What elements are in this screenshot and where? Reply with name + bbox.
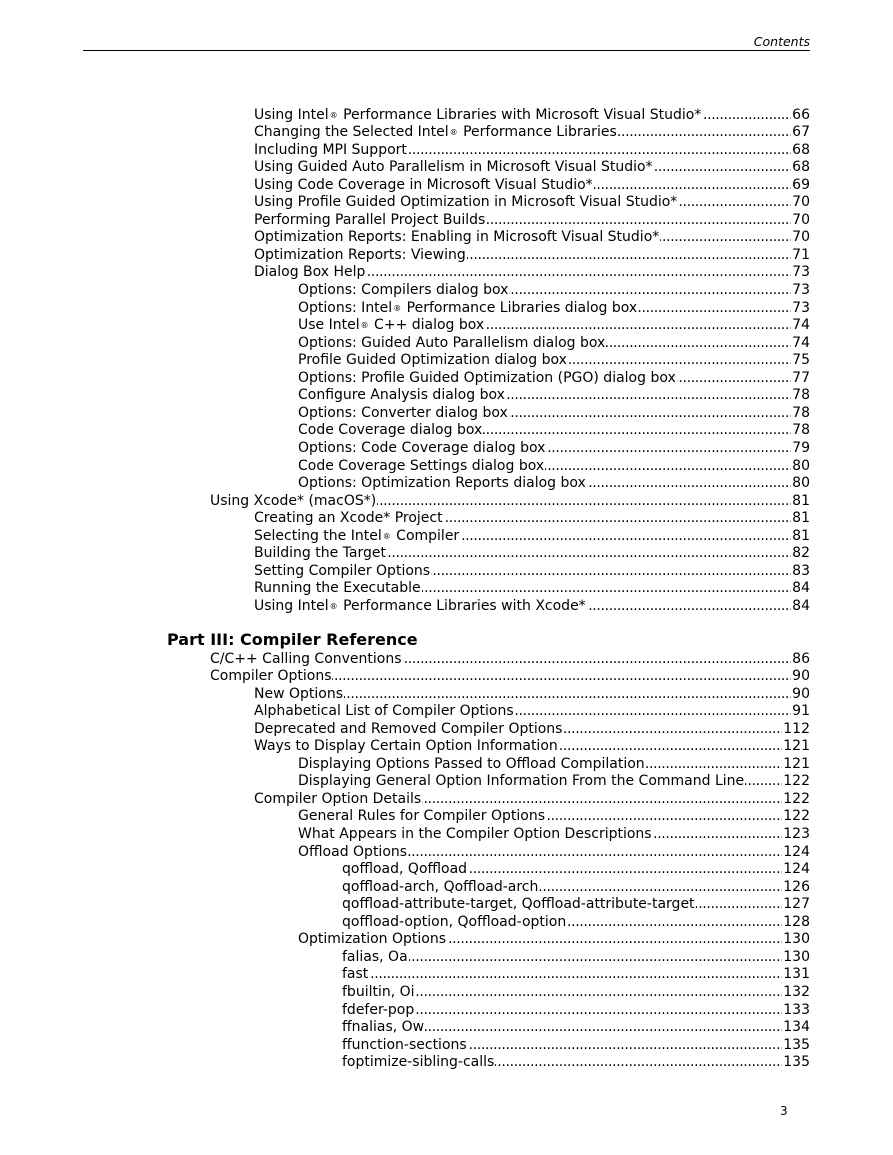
dot-leader — [638, 300, 791, 318]
toc-entry[interactable] — [342, 1037, 810, 1055]
toc-entry-title-text: Ways to Display Certain Option Information — [254, 738, 558, 755]
toc-entry-title-text: Compiler Option Details — [254, 790, 422, 807]
toc-entry-title — [254, 194, 677, 212]
page-number: 3 — [780, 1104, 788, 1118]
dot-leader — [545, 458, 791, 476]
dot-leader — [444, 510, 792, 528]
toc-entry-title — [254, 177, 593, 195]
toc-entry[interactable] — [254, 563, 810, 581]
toc-entry[interactable] — [342, 914, 810, 932]
toc-entry-title — [254, 528, 459, 546]
toc-entry-title-text: fast — [342, 966, 369, 983]
toc-entry[interactable] — [298, 387, 810, 405]
toc-page-number: 69 — [792, 176, 810, 193]
toc-entry-title — [298, 352, 567, 370]
toc-page-number: 126 — [783, 878, 810, 895]
toc-entry-title — [342, 914, 566, 932]
dot-leader — [447, 931, 782, 949]
toc-page-number: 133 — [783, 1001, 810, 1018]
toc-entry[interactable] — [342, 879, 810, 897]
dot-leader — [539, 879, 782, 897]
toc-entry-title — [342, 984, 415, 1002]
toc-page-number: 73 — [792, 264, 810, 281]
toc-entry-title — [210, 651, 402, 669]
dot-leader — [567, 914, 782, 932]
toc-entry-title-text: Using Intel — [254, 597, 329, 614]
toc-entry-title-suffix: Compiler — [391, 527, 460, 544]
toc-entry[interactable] — [210, 493, 810, 511]
toc-entry-title — [342, 1037, 467, 1055]
toc-entry-title — [210, 668, 331, 686]
dot-leader — [546, 440, 791, 458]
toc-page-number: 86 — [792, 650, 810, 667]
toc-entry-title — [254, 264, 365, 282]
toc-entry-title-text: Using Guided Auto Parallelism in Microsoft Visual Studio* — [254, 159, 653, 176]
toc-page-number: 82 — [792, 545, 810, 562]
dot-leader — [546, 808, 782, 826]
dot-leader — [344, 686, 791, 704]
toc-entry[interactable] — [298, 440, 810, 458]
toc-entry-title-text: Use Intel — [298, 317, 360, 334]
registered-mark: ® — [360, 321, 369, 331]
toc-entry-title — [342, 896, 695, 914]
dot-leader — [408, 844, 782, 862]
toc-entry[interactable] — [254, 159, 810, 177]
dot-leader — [415, 1002, 782, 1020]
toc-page-number: 121 — [783, 738, 810, 755]
toc-entry-title — [298, 844, 407, 862]
dot-leader — [745, 773, 782, 791]
toc-entry-title — [298, 387, 505, 405]
part-heading: Part III: Compiler Reference — [167, 630, 418, 649]
toc-entry-title-text: Deprecated and Removed Compiler Options — [254, 720, 563, 737]
dot-leader — [563, 721, 782, 739]
toc-page-number: 130 — [783, 948, 810, 965]
dot-leader — [369, 966, 782, 984]
toc-entry-title-text: Setting Compiler Options — [254, 562, 431, 579]
toc-entry[interactable] — [342, 949, 810, 967]
toc-entry-title-text: Using Xcode* (macOS*) — [210, 492, 377, 509]
toc-entry-title-text: Creating an Xcode* Project — [254, 510, 443, 527]
toc-page-number: 66 — [792, 106, 810, 123]
toc-page-number: 83 — [792, 562, 810, 579]
toc-entry-title-text: Options: Optimization Reports dialog box — [298, 475, 586, 492]
toc-entry-title-text: Options: Guided Auto Parallelism dialog box — [298, 334, 606, 351]
toc-entry-title-text: ffunction-sections — [342, 1036, 467, 1053]
dot-leader — [587, 475, 791, 493]
dot-leader — [594, 177, 792, 195]
toc-entry-title-suffix: C++ dialog box — [369, 317, 485, 334]
toc-page-number: 130 — [783, 931, 810, 948]
toc-page-number: 78 — [792, 404, 810, 421]
toc-page-number: 132 — [783, 983, 810, 1000]
toc-entry-title-text: Using Intel — [254, 106, 329, 123]
toc-entry[interactable] — [254, 791, 810, 809]
dot-leader — [416, 984, 783, 1002]
toc-entry-title — [342, 1054, 494, 1072]
toc-page-number: 78 — [792, 387, 810, 404]
dot-leader — [422, 791, 782, 809]
dot-leader — [702, 107, 791, 125]
registered-mark: ® — [329, 110, 338, 120]
registered-mark: ® — [449, 128, 458, 138]
dot-leader — [568, 352, 791, 370]
toc-entry[interactable] — [298, 844, 810, 862]
toc-page-number: 73 — [792, 282, 810, 298]
toc-entry-title-text: Options: Intel — [298, 299, 393, 316]
toc-entry[interactable] — [298, 422, 810, 440]
toc-page-number: 74 — [792, 317, 810, 334]
toc-entry-title-text: ffnalias, Ow — [342, 1019, 425, 1036]
registered-mark: ® — [393, 303, 402, 313]
toc-entry-title — [298, 773, 744, 791]
toc-entry-title — [342, 879, 538, 897]
toc-entry-title-suffix: Performance Libraries — [458, 124, 617, 141]
toc-page-number: 84 — [792, 597, 810, 614]
toc-page-number: 70 — [792, 211, 810, 228]
dot-leader — [468, 861, 782, 879]
toc-page-number: 131 — [783, 966, 810, 983]
toc-entry[interactable] — [254, 107, 810, 125]
toc-entry-title — [254, 721, 562, 739]
toc-entry[interactable] — [298, 317, 810, 335]
toc-entry-title-text: Running the Executable — [254, 580, 421, 597]
dot-leader — [506, 387, 791, 405]
toc-entry-title — [342, 966, 368, 984]
toc-entry[interactable] — [298, 808, 810, 826]
dot-leader — [559, 738, 783, 756]
toc-entry-title-text: New Options — [254, 685, 344, 702]
dot-leader — [653, 826, 783, 844]
header-rule — [83, 50, 810, 51]
toc-entry-title — [298, 458, 544, 476]
toc-entry[interactable] — [254, 212, 810, 230]
dot-leader — [696, 896, 783, 914]
toc-entry-title — [254, 545, 386, 563]
toc-entry-title — [254, 563, 430, 581]
toc-page-number: 122 — [783, 773, 810, 790]
toc-page-number: 124 — [783, 861, 810, 878]
toc-entry-title — [254, 598, 586, 616]
toc-entry-title — [298, 422, 482, 440]
toc-page-number: 80 — [792, 457, 810, 474]
dot-leader — [606, 335, 791, 353]
toc-entry-title — [298, 317, 484, 335]
toc-page-number: 134 — [783, 1019, 810, 1036]
toc-page-number: 77 — [792, 369, 810, 386]
toc-entry-title-suffix: Performance Libraries with Xcode* — [338, 597, 586, 614]
toc-entry-title — [298, 756, 645, 774]
toc-entry-title-text: Dialog Box Help — [254, 264, 366, 281]
toc-entry-title-text: Code Coverage Settings dialog box — [298, 457, 545, 474]
toc-entry-title-text: Displaying Options Passed to Offload Compilation — [298, 755, 645, 772]
toc-entry-title-text: Optimization Reports: Viewing — [254, 246, 466, 263]
toc-page-number: 84 — [792, 580, 810, 597]
toc-entry[interactable] — [210, 651, 810, 669]
toc-entry-title — [254, 229, 659, 247]
toc-entry-title — [298, 931, 446, 949]
toc-entry[interactable] — [298, 352, 810, 370]
toc-entry-title — [342, 949, 408, 967]
dot-leader — [677, 370, 791, 388]
toc-entry[interactable] — [298, 335, 810, 353]
toc-entry[interactable] — [298, 756, 810, 774]
dot-leader — [366, 264, 791, 282]
toc-entry-title — [298, 300, 637, 318]
toc-page-number: 123 — [783, 826, 810, 842]
dot-leader — [618, 124, 791, 142]
toc-page-number: 71 — [792, 246, 810, 263]
dot-leader — [403, 651, 792, 669]
toc-entry-title — [254, 738, 558, 756]
toc-entry-title-text: Offload Options — [298, 843, 408, 860]
dot-leader — [387, 545, 791, 563]
toc-entry-title-suffix: Performance Libraries dialog box — [402, 299, 638, 316]
toc-entry[interactable] — [298, 300, 810, 318]
dot-leader — [509, 405, 791, 423]
dot-leader — [467, 247, 791, 265]
toc-entry-title — [298, 370, 676, 388]
toc-page-number: 74 — [792, 334, 810, 351]
toc-entry-title-text: Using Profile Guided Optimization in Microsoft Visual Studio* — [254, 194, 678, 211]
dot-leader — [425, 1019, 782, 1037]
toc-entry[interactable] — [254, 124, 810, 142]
dot-leader — [509, 282, 791, 300]
toc-entry-title — [298, 282, 508, 300]
dot-leader — [431, 563, 791, 581]
toc-page-number: 112 — [783, 720, 810, 737]
running-header-title: Contents — [753, 34, 810, 49]
toc-entry-title-text: Compiler Options — [210, 668, 332, 685]
toc-entry-title-text: qoffload-arch, Qoffload-arch — [342, 878, 539, 895]
toc-entry-title — [298, 440, 545, 458]
toc-entry[interactable] — [254, 247, 810, 265]
toc-entry[interactable] — [254, 194, 810, 212]
toc-entry-title-text: Options: Profile Guided Optimization (PGO) dialog box — [298, 369, 676, 386]
registered-mark: ® — [382, 531, 391, 541]
toc-page-number: 70 — [792, 229, 810, 246]
toc-entry-title-text: Configure Analysis dialog box — [298, 387, 505, 404]
toc-entry-title — [254, 124, 617, 142]
toc-page-number: 127 — [783, 896, 810, 913]
toc-entry-title — [342, 861, 467, 879]
dot-leader — [377, 493, 791, 511]
toc-entry[interactable] — [254, 721, 810, 739]
registered-mark: ® — [329, 601, 338, 611]
toc-entry-title-text: Including MPI Support — [254, 141, 407, 158]
toc-page-number: 70 — [792, 194, 810, 211]
toc-entry[interactable] — [298, 931, 810, 949]
toc-entry[interactable] — [298, 826, 810, 844]
toc-entry-title — [254, 686, 343, 704]
toc-entry-title-text: Displaying General Option Information From the Command Line — [298, 773, 745, 790]
toc-entry[interactable] — [254, 528, 810, 546]
toc-page-number: 73 — [792, 299, 810, 316]
toc-page-number: 78 — [792, 422, 810, 439]
dot-leader — [654, 159, 792, 177]
toc-entry-title-text: Profile Guided Optimization dialog box — [298, 352, 567, 369]
toc-entry[interactable] — [298, 405, 810, 423]
toc-entry-title — [298, 826, 652, 844]
dot-leader — [483, 422, 791, 440]
toc-entry-title — [254, 107, 701, 125]
toc-entry-title-text: qoffload, Qoffload — [342, 861, 468, 878]
toc-page-number: 68 — [792, 141, 810, 158]
dot-leader — [587, 598, 791, 616]
dot-leader — [409, 949, 783, 967]
toc-entry-title — [254, 247, 466, 265]
toc-entry[interactable] — [298, 458, 810, 476]
toc-page-number: 68 — [792, 159, 810, 176]
toc-entry[interactable] — [298, 370, 810, 388]
toc-entry[interactable] — [254, 686, 810, 704]
dot-leader — [485, 317, 791, 335]
toc-entry-title-text: fdefer-pop — [342, 1001, 415, 1018]
toc-entry-title — [210, 493, 376, 511]
toc-entry-title-text: falias, Oa — [342, 948, 408, 965]
toc-entry-title-text: Building the Target — [254, 545, 386, 562]
dot-leader — [646, 756, 783, 774]
toc-page-number: 67 — [792, 124, 810, 141]
toc-entry-title-text: Options: Converter dialog box — [298, 404, 508, 421]
toc-entry-title — [298, 335, 605, 353]
toc-page-number: 90 — [792, 685, 810, 702]
toc-entry-title-text: Using Code Coverage in Microsoft Visual Studio* — [254, 176, 593, 193]
toc-entry[interactable] — [254, 580, 810, 598]
toc-page-number: 79 — [792, 439, 810, 456]
toc-page-number: 135 — [783, 1036, 810, 1053]
dot-leader — [468, 1037, 783, 1055]
toc-entry[interactable] — [254, 703, 810, 721]
toc-entry[interactable] — [298, 475, 810, 493]
toc-page-number: 128 — [783, 913, 810, 930]
toc-entry-title-text: Options: Code Coverage dialog box — [298, 439, 546, 456]
toc-page-number: 122 — [783, 808, 810, 825]
toc-entry-title — [254, 580, 421, 598]
toc-entry-title — [298, 808, 545, 826]
toc-entry-title — [254, 510, 443, 528]
toc-entry[interactable] — [342, 1019, 810, 1037]
toc-entry[interactable] — [254, 598, 810, 616]
toc-page-number: 91 — [792, 703, 810, 720]
toc-page-number: 81 — [792, 492, 810, 509]
dot-leader — [515, 703, 792, 721]
dot-leader — [486, 212, 791, 230]
toc-entry[interactable] — [254, 142, 810, 160]
dot-leader — [332, 668, 791, 686]
dot-leader — [460, 528, 791, 546]
toc-page-number: 81 — [792, 527, 810, 544]
toc-entry[interactable] — [342, 984, 810, 1002]
dot-leader — [678, 194, 791, 212]
toc-entry-title-text: qoffload-attribute-target, Qoffload-attribute-target — [342, 896, 695, 913]
toc-entry[interactable] — [254, 738, 810, 756]
toc-page-number: 80 — [792, 475, 810, 492]
toc-entry-title-text: What Appears in the Compiler Option Descriptions — [298, 826, 652, 842]
toc-entry-title — [254, 212, 485, 230]
toc-entry-title — [342, 1019, 424, 1037]
toc-entry-title-text: Code Coverage dialog box — [298, 422, 483, 439]
toc-entry-title-text: General Rules for Compiler Options — [298, 808, 546, 825]
toc-entry[interactable] — [254, 177, 810, 195]
toc-entry[interactable] — [342, 966, 810, 984]
toc-entry[interactable] — [254, 545, 810, 563]
toc-entry[interactable] — [342, 861, 810, 879]
toc-entry-title — [254, 142, 407, 160]
toc-page-number: 81 — [792, 510, 810, 527]
toc-entry-title-text: fbuiltin, Oi — [342, 983, 415, 1000]
toc-entry-title-text: foptimize-sibling-calls — [342, 1054, 495, 1071]
toc-page-number: 122 — [783, 790, 810, 807]
toc-entry-title — [254, 159, 653, 177]
toc-page-number: 90 — [792, 668, 810, 685]
toc-entry[interactable] — [254, 229, 810, 247]
toc-entry-title-text: Optimization Reports: Enabling in Microsoft Visual Studio* — [254, 229, 660, 246]
dot-leader — [495, 1054, 782, 1072]
dot-leader — [660, 229, 791, 247]
toc-entry-title-text: Selecting the Intel — [254, 527, 382, 544]
toc-entry-title — [298, 475, 586, 493]
toc-entry-title — [254, 791, 421, 809]
toc-page-number: 135 — [783, 1054, 810, 1071]
toc-entry-title-text: qoffload-option, Qoffload-option — [342, 913, 567, 930]
toc-entry-title — [342, 1002, 414, 1020]
toc-entry[interactable] — [342, 1054, 810, 1072]
toc-page-number: 75 — [792, 352, 810, 369]
toc-entry-title-suffix: Performance Libraries with Microsoft Visual Studio* — [338, 106, 702, 123]
toc-entry-title — [254, 703, 514, 721]
toc-entry[interactable] — [298, 282, 810, 300]
toc-page-number: 124 — [783, 843, 810, 860]
toc-entry[interactable] — [342, 1002, 810, 1020]
toc-entry[interactable] — [210, 668, 810, 686]
toc-entry[interactable] — [342, 896, 810, 914]
toc-entry-title — [298, 405, 508, 423]
toc-entry-title-text: Performing Parallel Project Builds — [254, 211, 486, 228]
toc-entry[interactable] — [254, 264, 810, 282]
dot-leader — [422, 580, 792, 598]
dot-leader — [408, 142, 791, 160]
toc-page-number: 121 — [783, 755, 810, 772]
toc-entry[interactable] — [298, 773, 810, 791]
toc-entry-title-text: Alphabetical List of Compiler Options — [254, 703, 514, 720]
toc-entry-title-text: Changing the Selected Intel — [254, 124, 449, 141]
toc-entry-title-text: C/C++ Calling Conventions — [210, 650, 402, 667]
toc-entry-title-text: Optimization Options — [298, 931, 447, 948]
toc-entry-title-text: Options: Compilers dialog box — [298, 282, 509, 298]
toc-entry[interactable] — [254, 510, 810, 528]
